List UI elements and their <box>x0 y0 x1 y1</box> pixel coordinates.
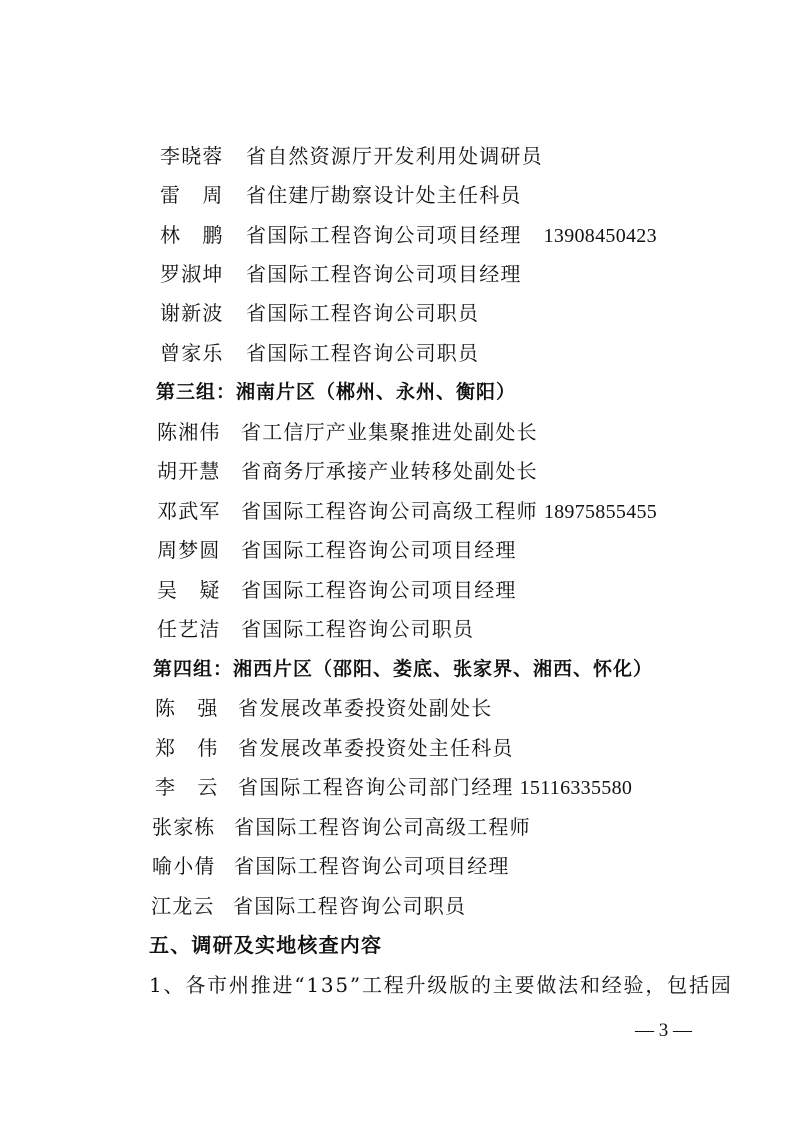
member-row <box>157 417 538 447</box>
member-title: 省国际工程咨询公司职员 <box>233 894 467 918</box>
member-title: 省国际工程咨询公司项目经理 <box>241 538 517 562</box>
member-title: 省国际工程咨询公司职员 <box>246 301 480 325</box>
member-row <box>160 298 479 328</box>
member-name: 罗淑坤 <box>160 262 224 286</box>
member-row <box>157 575 517 605</box>
member-row <box>157 456 538 486</box>
member-name: 胡开慧 <box>157 459 221 483</box>
member-title: 省国际工程咨询公司高级工程师 <box>241 499 538 523</box>
member-title: 省发展改革委投资处主任科员 <box>238 736 514 760</box>
member-name: 喻小倩 <box>152 854 216 878</box>
member-name: 雷 周 <box>160 183 224 207</box>
member-phone: 15116335580 <box>519 777 633 799</box>
member-name: 李 云 <box>155 775 219 799</box>
group4-heading: 第四组：湘西片区（邵阳、娄底、张家界、湘西、怀化） <box>153 658 654 680</box>
section5-paragraph: 1、各市州推进“135”工程升级版的主要做法和经验，包括园 <box>149 973 733 997</box>
member-name: 李晓蓉 <box>160 144 224 168</box>
member-row <box>152 851 510 881</box>
member-title: 省自然资源厅开发利用处调研员 <box>246 144 543 168</box>
member-name: 周梦圆 <box>157 538 221 562</box>
member-title: 省国际工程咨询公司项目经理 <box>246 262 522 286</box>
member-title: 省国际工程咨询公司部门经理 <box>238 775 514 799</box>
member-row <box>152 812 531 842</box>
member-title: 省工信厅产业集聚推进处副处长 <box>241 420 538 444</box>
member-name: 江龙云 <box>151 894 215 918</box>
member-name: 陈湘伟 <box>157 420 221 444</box>
section5-heading: 五、调研及实地核查内容 <box>149 933 383 957</box>
member-row <box>160 259 522 289</box>
member-row <box>160 338 479 368</box>
member-name: 任艺洁 <box>157 617 221 641</box>
member-phone: 18975855455 <box>543 501 658 523</box>
member-row <box>160 220 657 251</box>
member-row <box>155 772 632 803</box>
member-name: 邓武军 <box>157 499 221 523</box>
member-title: 省商务厅承接产业转移处副处长 <box>241 459 538 483</box>
member-name: 林 鹏 <box>160 223 224 247</box>
member-row <box>157 614 474 644</box>
member-row <box>157 496 657 527</box>
member-row <box>155 693 492 723</box>
page-number: — 3 — <box>635 1020 692 1041</box>
member-row <box>160 141 543 171</box>
member-title: 省住建厅勘察设计处主任科员 <box>246 183 522 207</box>
member-title: 省国际工程咨询公司职员 <box>246 341 480 365</box>
member-row <box>151 891 466 921</box>
member-title: 省国际工程咨询公司职员 <box>241 617 475 641</box>
member-row <box>157 535 517 565</box>
member-name: 曾家乐 <box>160 341 224 365</box>
member-title: 省国际工程咨询公司高级工程师 <box>234 815 531 839</box>
member-name: 郑 伟 <box>155 736 219 760</box>
member-title: 省国际工程咨询公司项目经理 <box>246 223 522 247</box>
member-name: 谢新波 <box>160 301 224 325</box>
member-title: 省国际工程咨询公司项目经理 <box>241 578 517 602</box>
member-row <box>160 180 522 210</box>
member-phone: 13908450423 <box>543 225 657 247</box>
member-row <box>155 733 514 763</box>
member-title: 省国际工程咨询公司项目经理 <box>234 854 510 878</box>
member-title: 省发展改革委投资处副处长 <box>238 696 493 720</box>
member-name: 吴 疑 <box>157 578 221 602</box>
group3-heading: 第三组：湘南片区（郴州、永州、衡阳） <box>156 381 517 403</box>
member-name: 张家栋 <box>152 815 216 839</box>
member-name: 陈 强 <box>155 696 219 720</box>
